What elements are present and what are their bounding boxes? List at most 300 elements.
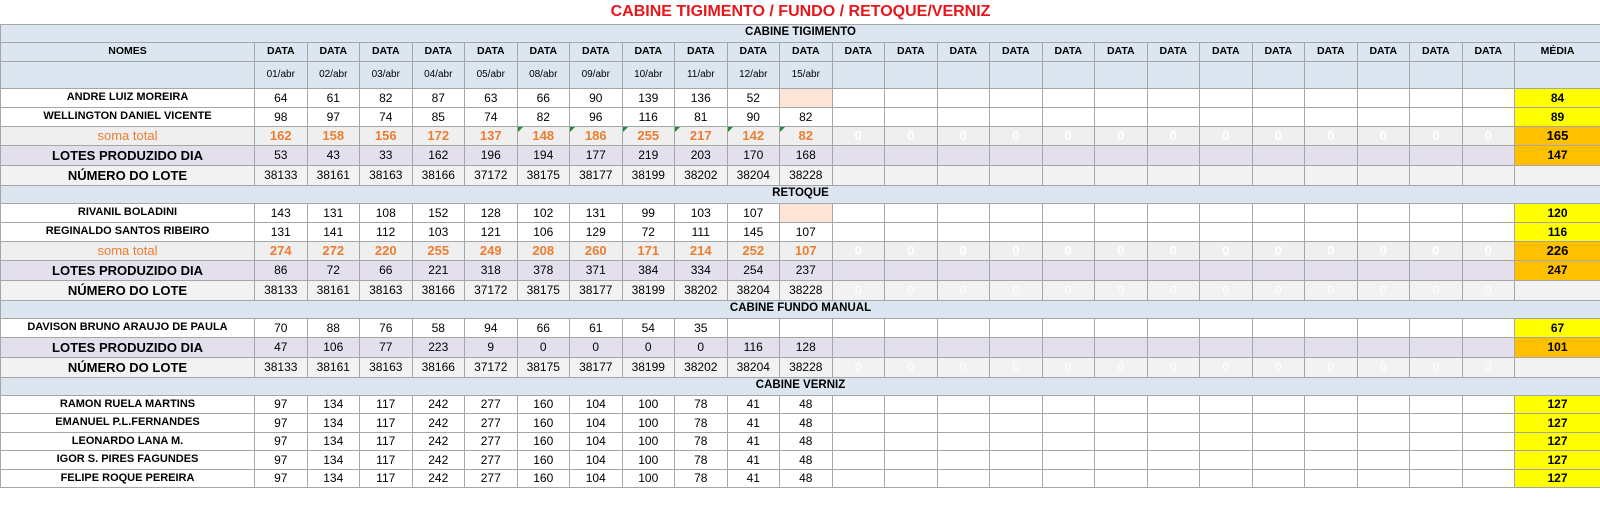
value-cell[interactable] (1462, 88, 1515, 107)
value-cell[interactable]: 90 (570, 88, 623, 107)
row-name[interactable]: LEONARDO LANA M. (1, 432, 255, 451)
value-cell[interactable]: 38204 (727, 357, 780, 377)
value-cell[interactable]: 142 (727, 126, 780, 145)
value-cell[interactable] (780, 203, 833, 222)
value-cell[interactable]: 38204 (727, 165, 780, 185)
media-cell[interactable]: 127 (1515, 432, 1600, 451)
value-cell[interactable]: 219 (622, 145, 675, 165)
value-cell[interactable] (990, 165, 1043, 185)
value-cell[interactable]: 38202 (675, 280, 728, 300)
value-cell[interactable]: 97 (255, 395, 308, 414)
value-cell[interactable]: 38228 (780, 357, 833, 377)
value-cell[interactable]: 249 (465, 241, 518, 260)
value-cell[interactable]: 277 (465, 414, 518, 433)
value-cell[interactable]: 100 (622, 469, 675, 488)
value-cell[interactable]: 38166 (412, 165, 465, 185)
value-cell[interactable] (1200, 260, 1253, 280)
value-cell[interactable] (990, 337, 1043, 357)
value-cell[interactable] (1042, 318, 1095, 337)
value-cell[interactable] (1462, 318, 1515, 337)
value-cell[interactable]: 131 (570, 203, 623, 222)
value-cell[interactable] (1200, 165, 1253, 185)
value-cell[interactable]: 38202 (675, 165, 728, 185)
media-cell[interactable]: 226 (1515, 241, 1600, 260)
value-cell[interactable]: 141 (307, 222, 360, 241)
value-cell[interactable] (1410, 222, 1463, 241)
value-cell[interactable] (727, 318, 780, 337)
value-cell[interactable] (937, 469, 990, 488)
value-cell[interactable] (832, 107, 885, 126)
value-cell[interactable]: 0 (990, 357, 1043, 377)
value-cell[interactable]: 38177 (570, 280, 623, 300)
value-cell[interactable] (1357, 432, 1410, 451)
value-cell[interactable] (1095, 260, 1148, 280)
value-cell[interactable] (1462, 414, 1515, 433)
value-cell[interactable]: 64 (255, 88, 308, 107)
value-cell[interactable]: 0 (937, 241, 990, 260)
value-cell[interactable]: 145 (727, 222, 780, 241)
value-cell[interactable]: 220 (360, 241, 413, 260)
value-cell[interactable]: 38177 (570, 357, 623, 377)
value-cell[interactable] (885, 107, 938, 126)
value-cell[interactable]: 221 (412, 260, 465, 280)
value-cell[interactable]: 0 (1410, 126, 1463, 145)
value-cell[interactable]: 41 (727, 451, 780, 470)
value-cell[interactable]: 0 (1357, 126, 1410, 145)
value-cell[interactable]: 38161 (307, 165, 360, 185)
value-cell[interactable] (1305, 414, 1358, 433)
value-cell[interactable] (1462, 145, 1515, 165)
value-cell[interactable]: 0 (1095, 357, 1148, 377)
value-cell[interactable]: 38133 (255, 280, 308, 300)
value-cell[interactable] (1095, 414, 1148, 433)
value-cell[interactable]: 38175 (517, 280, 570, 300)
value-cell[interactable]: 41 (727, 469, 780, 488)
value-cell[interactable] (1410, 451, 1463, 470)
value-cell[interactable]: 131 (255, 222, 308, 241)
value-cell[interactable]: 38133 (255, 357, 308, 377)
value-cell[interactable] (832, 451, 885, 470)
value-cell[interactable]: 117 (360, 414, 413, 433)
value-cell[interactable]: 38163 (360, 165, 413, 185)
value-cell[interactable]: 162 (412, 145, 465, 165)
value-cell[interactable]: 54 (622, 318, 675, 337)
value-cell[interactable] (1252, 469, 1305, 488)
value-cell[interactable]: 94 (465, 318, 518, 337)
value-cell[interactable]: 106 (307, 337, 360, 357)
value-cell[interactable] (1147, 203, 1200, 222)
value-cell[interactable] (1252, 203, 1305, 222)
value-cell[interactable]: 72 (622, 222, 675, 241)
value-cell[interactable]: 0 (622, 337, 675, 357)
value-cell[interactable]: 134 (307, 432, 360, 451)
row-name[interactable]: NÚMERO DO LOTE (1, 165, 255, 185)
value-cell[interactable]: 61 (307, 88, 360, 107)
value-cell[interactable] (1462, 469, 1515, 488)
value-cell[interactable]: 0 (1462, 280, 1515, 300)
value-cell[interactable] (832, 203, 885, 222)
value-cell[interactable]: 38228 (780, 165, 833, 185)
value-cell[interactable] (1147, 107, 1200, 126)
value-cell[interactable] (1462, 395, 1515, 414)
value-cell[interactable]: 38199 (622, 357, 675, 377)
value-cell[interactable] (1305, 203, 1358, 222)
value-cell[interactable]: 134 (307, 395, 360, 414)
value-cell[interactable] (1200, 107, 1253, 126)
value-cell[interactable]: 384 (622, 260, 675, 280)
value-cell[interactable]: 38202 (675, 357, 728, 377)
value-cell[interactable] (780, 88, 833, 107)
value-cell[interactable] (1410, 145, 1463, 165)
media-cell[interactable]: 67 (1515, 318, 1600, 337)
value-cell[interactable] (1410, 165, 1463, 185)
value-cell[interactable]: 196 (465, 145, 518, 165)
value-cell[interactable] (1410, 469, 1463, 488)
value-cell[interactable] (1200, 414, 1253, 433)
value-cell[interactable]: 97 (255, 469, 308, 488)
value-cell[interactable]: 77 (360, 337, 413, 357)
value-cell[interactable] (832, 145, 885, 165)
value-cell[interactable]: 162 (255, 126, 308, 145)
value-cell[interactable]: 371 (570, 260, 623, 280)
value-cell[interactable] (1252, 318, 1305, 337)
value-cell[interactable]: 53 (255, 145, 308, 165)
media-cell[interactable]: 120 (1515, 203, 1600, 222)
value-cell[interactable]: 82 (517, 107, 570, 126)
value-cell[interactable] (1252, 337, 1305, 357)
value-cell[interactable] (1095, 203, 1148, 222)
value-cell[interactable]: 76 (360, 318, 413, 337)
value-cell[interactable]: 318 (465, 260, 518, 280)
value-cell[interactable]: 104 (570, 395, 623, 414)
value-cell[interactable] (990, 222, 1043, 241)
value-cell[interactable]: 48 (780, 469, 833, 488)
value-cell[interactable]: 156 (360, 126, 413, 145)
value-cell[interactable]: 74 (465, 107, 518, 126)
value-cell[interactable]: 63 (465, 88, 518, 107)
value-cell[interactable]: 0 (1357, 280, 1410, 300)
value-cell[interactable]: 0 (1410, 280, 1463, 300)
value-cell[interactable]: 272 (307, 241, 360, 260)
value-cell[interactable]: 172 (412, 126, 465, 145)
value-cell[interactable]: 38199 (622, 165, 675, 185)
value-cell[interactable]: 111 (675, 222, 728, 241)
value-cell[interactable] (1462, 451, 1515, 470)
value-cell[interactable]: 117 (360, 395, 413, 414)
value-cell[interactable] (990, 395, 1043, 414)
value-cell[interactable]: 217 (675, 126, 728, 145)
value-cell[interactable]: 378 (517, 260, 570, 280)
value-cell[interactable]: 37172 (465, 165, 518, 185)
value-cell[interactable]: 0 (885, 126, 938, 145)
value-cell[interactable]: 0 (1200, 280, 1253, 300)
value-cell[interactable] (1410, 337, 1463, 357)
value-cell[interactable] (1252, 145, 1305, 165)
value-cell[interactable] (1147, 222, 1200, 241)
value-cell[interactable]: 38177 (570, 165, 623, 185)
value-cell[interactable]: 0 (1147, 357, 1200, 377)
value-cell[interactable]: 214 (675, 241, 728, 260)
value-cell[interactable] (990, 451, 1043, 470)
value-cell[interactable] (1147, 469, 1200, 488)
value-cell[interactable]: 48 (780, 432, 833, 451)
value-cell[interactable] (1305, 107, 1358, 126)
value-cell[interactable] (1147, 88, 1200, 107)
value-cell[interactable] (1305, 451, 1358, 470)
media-cell[interactable]: 127 (1515, 451, 1600, 470)
value-cell[interactable] (1305, 432, 1358, 451)
value-cell[interactable]: 0 (1200, 126, 1253, 145)
value-cell[interactable] (885, 337, 938, 357)
value-cell[interactable]: 99 (622, 203, 675, 222)
value-cell[interactable]: 97 (255, 414, 308, 433)
value-cell[interactable]: 0 (1410, 357, 1463, 377)
media-cell[interactable]: 84 (1515, 88, 1600, 107)
value-cell[interactable]: 0 (1042, 126, 1095, 145)
value-cell[interactable] (937, 318, 990, 337)
value-cell[interactable]: 194 (517, 145, 570, 165)
value-cell[interactable]: 78 (675, 395, 728, 414)
value-cell[interactable]: 100 (622, 395, 675, 414)
value-cell[interactable] (990, 469, 1043, 488)
value-cell[interactable]: 78 (675, 414, 728, 433)
value-cell[interactable]: 0 (1042, 280, 1095, 300)
value-cell[interactable] (1252, 395, 1305, 414)
value-cell[interactable]: 0 (1147, 241, 1200, 260)
value-cell[interactable]: 170 (727, 145, 780, 165)
value-cell[interactable] (885, 203, 938, 222)
value-cell[interactable]: 0 (1095, 280, 1148, 300)
value-cell[interactable]: 128 (465, 203, 518, 222)
value-cell[interactable] (1042, 88, 1095, 107)
value-cell[interactable] (832, 260, 885, 280)
row-name[interactable]: soma total (1, 241, 255, 260)
value-cell[interactable] (937, 107, 990, 126)
value-cell[interactable]: 334 (675, 260, 728, 280)
row-name[interactable]: LOTES PRODUZIDO DIA (1, 145, 255, 165)
value-cell[interactable]: 0 (937, 126, 990, 145)
value-cell[interactable]: 90 (727, 107, 780, 126)
value-cell[interactable]: 0 (1200, 357, 1253, 377)
value-cell[interactable]: 78 (675, 451, 728, 470)
value-cell[interactable] (1410, 395, 1463, 414)
value-cell[interactable]: 38199 (622, 280, 675, 300)
value-cell[interactable]: 82 (780, 126, 833, 145)
value-cell[interactable] (990, 432, 1043, 451)
value-cell[interactable] (1147, 414, 1200, 433)
value-cell[interactable]: 116 (622, 107, 675, 126)
value-cell[interactable]: 61 (570, 318, 623, 337)
value-cell[interactable] (1200, 395, 1253, 414)
value-cell[interactable]: 43 (307, 145, 360, 165)
value-cell[interactable] (1252, 432, 1305, 451)
value-cell[interactable] (1200, 88, 1253, 107)
value-cell[interactable] (937, 88, 990, 107)
value-cell[interactable]: 38175 (517, 357, 570, 377)
value-cell[interactable]: 139 (622, 88, 675, 107)
row-name[interactable]: EMANUEL P.L.FERNANDES (1, 414, 255, 433)
value-cell[interactable] (1305, 88, 1358, 107)
value-cell[interactable] (1200, 318, 1253, 337)
value-cell[interactable] (937, 337, 990, 357)
value-cell[interactable] (1357, 337, 1410, 357)
value-cell[interactable] (1042, 107, 1095, 126)
value-cell[interactable]: 0 (1200, 241, 1253, 260)
value-cell[interactable]: 171 (622, 241, 675, 260)
value-cell[interactable] (1305, 469, 1358, 488)
value-cell[interactable]: 74 (360, 107, 413, 126)
value-cell[interactable] (1042, 165, 1095, 185)
value-cell[interactable]: 160 (517, 395, 570, 414)
row-name[interactable]: WELLINGTON DANIEL VICENTE (1, 107, 255, 126)
value-cell[interactable]: 104 (570, 414, 623, 433)
value-cell[interactable] (1042, 203, 1095, 222)
value-cell[interactable] (1200, 337, 1253, 357)
value-cell[interactable] (885, 318, 938, 337)
row-name[interactable]: RAMON RUELA MARTINS (1, 395, 255, 414)
value-cell[interactable]: 160 (517, 451, 570, 470)
value-cell[interactable] (1357, 414, 1410, 433)
value-cell[interactable]: 134 (307, 469, 360, 488)
value-cell[interactable]: 66 (360, 260, 413, 280)
value-cell[interactable] (1252, 414, 1305, 433)
value-cell[interactable] (1305, 145, 1358, 165)
value-cell[interactable] (1357, 260, 1410, 280)
value-cell[interactable]: 252 (727, 241, 780, 260)
value-cell[interactable]: 66 (517, 318, 570, 337)
value-cell[interactable]: 242 (412, 451, 465, 470)
value-cell[interactable] (885, 451, 938, 470)
value-cell[interactable]: 0 (1252, 280, 1305, 300)
value-cell[interactable]: 0 (1147, 126, 1200, 145)
value-cell[interactable] (1357, 203, 1410, 222)
value-cell[interactable] (1410, 318, 1463, 337)
value-cell[interactable] (1095, 451, 1148, 470)
value-cell[interactable] (937, 260, 990, 280)
value-cell[interactable]: 136 (675, 88, 728, 107)
value-cell[interactable]: 186 (570, 126, 623, 145)
media-cell[interactable]: 116 (1515, 222, 1600, 241)
value-cell[interactable]: 0 (1095, 241, 1148, 260)
value-cell[interactable]: 58 (412, 318, 465, 337)
value-cell[interactable]: 102 (517, 203, 570, 222)
value-cell[interactable]: 242 (412, 414, 465, 433)
value-cell[interactable] (1410, 88, 1463, 107)
value-cell[interactable] (1357, 451, 1410, 470)
value-cell[interactable]: 107 (780, 222, 833, 241)
media-cell[interactable]: 165 (1515, 126, 1600, 145)
value-cell[interactable] (1357, 88, 1410, 107)
value-cell[interactable] (1042, 337, 1095, 357)
value-cell[interactable] (937, 203, 990, 222)
value-cell[interactable]: 129 (570, 222, 623, 241)
value-cell[interactable] (885, 222, 938, 241)
value-cell[interactable]: 137 (465, 126, 518, 145)
value-cell[interactable]: 203 (675, 145, 728, 165)
value-cell[interactable]: 104 (570, 451, 623, 470)
value-cell[interactable] (1462, 203, 1515, 222)
value-cell[interactable]: 41 (727, 395, 780, 414)
value-cell[interactable] (990, 88, 1043, 107)
value-cell[interactable] (990, 145, 1043, 165)
value-cell[interactable]: 37172 (465, 357, 518, 377)
value-cell[interactable]: 0 (1357, 357, 1410, 377)
value-cell[interactable]: 242 (412, 395, 465, 414)
value-cell[interactable]: 107 (780, 241, 833, 260)
value-cell[interactable] (990, 107, 1043, 126)
value-cell[interactable] (1147, 451, 1200, 470)
value-cell[interactable]: 0 (1462, 126, 1515, 145)
value-cell[interactable] (1252, 260, 1305, 280)
value-cell[interactable] (832, 318, 885, 337)
value-cell[interactable] (1095, 145, 1148, 165)
value-cell[interactable]: 48 (780, 451, 833, 470)
value-cell[interactable] (1095, 222, 1148, 241)
value-cell[interactable]: 38163 (360, 357, 413, 377)
row-name[interactable]: ANDRE LUIZ MOREIRA (1, 88, 255, 107)
value-cell[interactable]: 242 (412, 469, 465, 488)
value-cell[interactable]: 38133 (255, 165, 308, 185)
value-cell[interactable] (832, 337, 885, 357)
value-cell[interactable]: 107 (727, 203, 780, 222)
value-cell[interactable] (1200, 203, 1253, 222)
value-cell[interactable] (1200, 222, 1253, 241)
value-cell[interactable] (1200, 469, 1253, 488)
value-cell[interactable] (885, 469, 938, 488)
value-cell[interactable]: 0 (1305, 126, 1358, 145)
value-cell[interactable]: 128 (780, 337, 833, 357)
row-name[interactable]: RIVANIL BOLADINI (1, 203, 255, 222)
value-cell[interactable] (990, 318, 1043, 337)
value-cell[interactable] (1357, 145, 1410, 165)
value-cell[interactable]: 100 (622, 432, 675, 451)
value-cell[interactable] (990, 414, 1043, 433)
value-cell[interactable] (832, 469, 885, 488)
value-cell[interactable]: 48 (780, 395, 833, 414)
value-cell[interactable] (885, 145, 938, 165)
value-cell[interactable] (832, 414, 885, 433)
value-cell[interactable]: 277 (465, 451, 518, 470)
value-cell[interactable]: 38161 (307, 280, 360, 300)
value-cell[interactable]: 0 (570, 337, 623, 357)
value-cell[interactable] (1095, 165, 1148, 185)
value-cell[interactable] (1357, 222, 1410, 241)
value-cell[interactable] (1147, 318, 1200, 337)
value-cell[interactable]: 106 (517, 222, 570, 241)
value-cell[interactable]: 0 (937, 357, 990, 377)
value-cell[interactable]: 254 (727, 260, 780, 280)
value-cell[interactable]: 168 (780, 145, 833, 165)
media-cell[interactable]: 127 (1515, 414, 1600, 433)
row-name[interactable]: soma total (1, 126, 255, 145)
value-cell[interactable] (990, 203, 1043, 222)
value-cell[interactable]: 9 (465, 337, 518, 357)
value-cell[interactable]: 85 (412, 107, 465, 126)
value-cell[interactable] (832, 395, 885, 414)
value-cell[interactable]: 96 (570, 107, 623, 126)
value-cell[interactable]: 38166 (412, 280, 465, 300)
value-cell[interactable] (1462, 107, 1515, 126)
value-cell[interactable]: 117 (360, 432, 413, 451)
value-cell[interactable] (1042, 222, 1095, 241)
value-cell[interactable] (1095, 337, 1148, 357)
value-cell[interactable]: 121 (465, 222, 518, 241)
value-cell[interactable]: 98 (255, 107, 308, 126)
value-cell[interactable] (1042, 432, 1095, 451)
value-cell[interactable]: 70 (255, 318, 308, 337)
value-cell[interactable] (1462, 260, 1515, 280)
value-cell[interactable]: 37172 (465, 280, 518, 300)
